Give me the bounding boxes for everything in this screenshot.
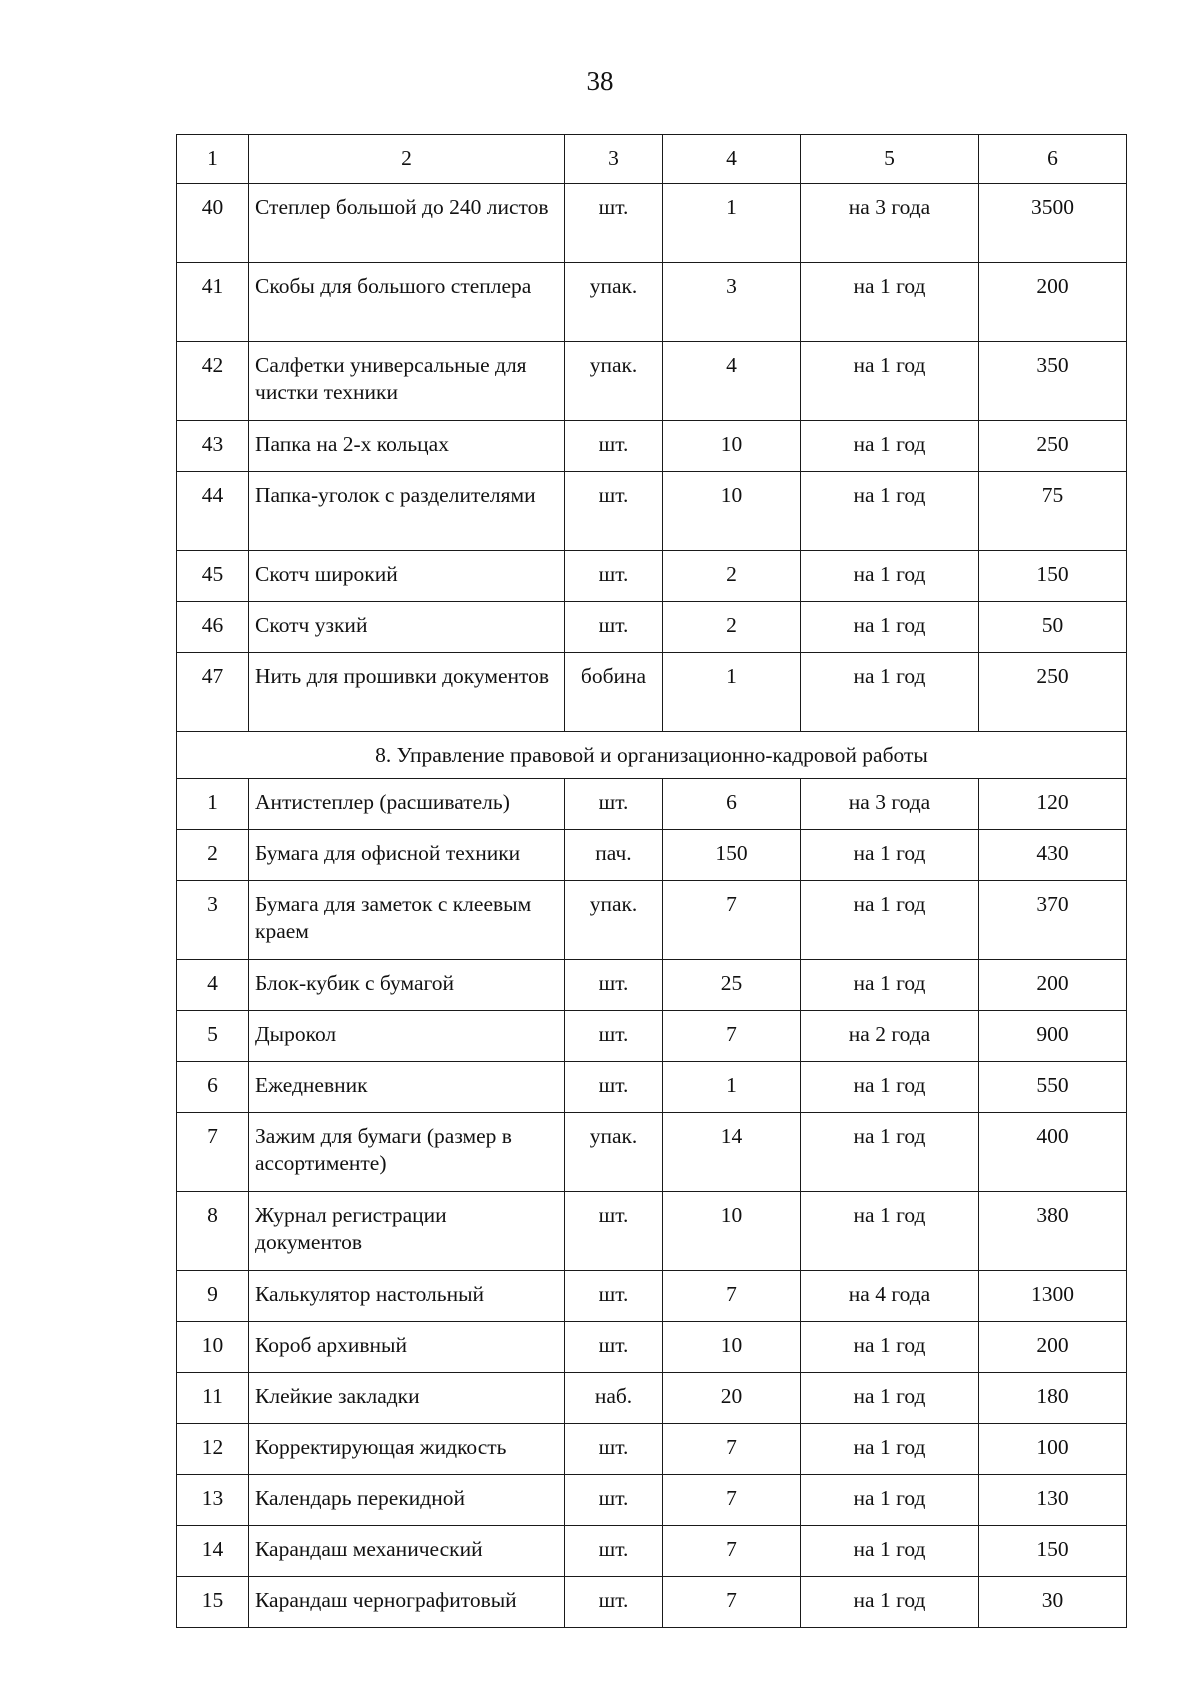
unit-cell: шт. [565, 421, 663, 472]
table-row [177, 1373, 1127, 1424]
quantity-cell: 7 [663, 881, 801, 960]
price-cell: 400 [979, 1113, 1127, 1192]
unit-cell: шт. [565, 472, 663, 551]
unit-cell: шт. [565, 1577, 663, 1628]
unit-cell: шт. [565, 960, 663, 1011]
table-row [177, 1011, 1127, 1062]
item-name-cell: Папка-уголок с разделителями [249, 472, 565, 551]
item-name-cell: Журнал регистрации документов [249, 1192, 565, 1271]
table-row [177, 1322, 1127, 1373]
row-number-cell: 42 [177, 342, 249, 421]
price-cell: 200 [979, 960, 1127, 1011]
table-row [177, 472, 1127, 551]
period-cell: на 3 года [801, 779, 979, 830]
period-cell: на 1 год [801, 602, 979, 653]
item-name-cell: Зажим для бумаги (размер в ассортименте) [249, 1113, 565, 1192]
unit-cell: шт. [565, 551, 663, 602]
period-cell: на 1 год [801, 342, 979, 421]
table-row [177, 960, 1127, 1011]
quantity-cell: 7 [663, 1577, 801, 1628]
price-cell: 120 [979, 779, 1127, 830]
table-row [177, 263, 1127, 342]
quantity-cell: 2 [663, 551, 801, 602]
period-cell: на 1 год [801, 881, 979, 960]
price-cell: 50 [979, 602, 1127, 653]
table-row [177, 779, 1127, 830]
table-row [177, 1475, 1127, 1526]
item-name-cell: Карандаш механический [249, 1526, 565, 1577]
supplies-table-body [177, 135, 1127, 1628]
price-cell: 1300 [979, 1271, 1127, 1322]
item-name-cell: Календарь перекидной [249, 1475, 565, 1526]
quantity-cell: 20 [663, 1373, 801, 1424]
price-cell: 350 [979, 342, 1127, 421]
row-number-cell: 13 [177, 1475, 249, 1526]
unit-cell: пач. [565, 830, 663, 881]
item-name-cell: Ежедневник [249, 1062, 565, 1113]
quantity-cell: 3 [663, 263, 801, 342]
quantity-cell: 4 [663, 342, 801, 421]
unit-cell: шт. [565, 1192, 663, 1271]
section-title: 8. Управление правовой и организационно-кадровой работы [177, 732, 1127, 779]
item-name-cell: Салфетки универсальные для чистки техники [249, 342, 565, 421]
table-row [177, 881, 1127, 960]
row-number-cell: 47 [177, 653, 249, 732]
item-name-cell: Папка на 2-х кольцах [249, 421, 565, 472]
period-cell: на 1 год [801, 1322, 979, 1373]
period-cell: на 1 год [801, 421, 979, 472]
quantity-cell: 7 [663, 1475, 801, 1526]
table-row [177, 653, 1127, 732]
period-cell: на 4 года [801, 1271, 979, 1322]
table-row [177, 1192, 1127, 1271]
supplies-table [176, 134, 1127, 1628]
header-cell: 3 [565, 135, 663, 184]
unit-cell: шт. [565, 1062, 663, 1113]
table-row [177, 1424, 1127, 1475]
header-cell: 1 [177, 135, 249, 184]
row-number-cell: 4 [177, 960, 249, 1011]
price-cell: 430 [979, 830, 1127, 881]
quantity-cell: 1 [663, 653, 801, 732]
quantity-cell: 1 [663, 1062, 801, 1113]
quantity-cell: 14 [663, 1113, 801, 1192]
item-name-cell: Карандаш чернографитовый [249, 1577, 565, 1628]
unit-cell: шт. [565, 1011, 663, 1062]
item-name-cell: Короб архивный [249, 1322, 565, 1373]
header-cell: 5 [801, 135, 979, 184]
price-cell: 150 [979, 551, 1127, 602]
period-cell: на 1 год [801, 1062, 979, 1113]
item-name-cell: Степлер большой до 240 листов [249, 184, 565, 263]
row-number-cell: 6 [177, 1062, 249, 1113]
item-name-cell: Корректирующая жидкость [249, 1424, 565, 1475]
period-cell: на 1 год [801, 1526, 979, 1577]
row-number-cell: 3 [177, 881, 249, 960]
unit-cell: упак. [565, 263, 663, 342]
row-number-cell: 2 [177, 830, 249, 881]
price-cell: 250 [979, 653, 1127, 732]
quantity-cell: 2 [663, 602, 801, 653]
row-number-cell: 45 [177, 551, 249, 602]
period-cell: на 1 год [801, 960, 979, 1011]
price-cell: 380 [979, 1192, 1127, 1271]
item-name-cell: Бумага для офисной техники [249, 830, 565, 881]
section-row [177, 732, 1127, 779]
table-row [177, 421, 1127, 472]
row-number-cell: 12 [177, 1424, 249, 1475]
table-row [177, 830, 1127, 881]
price-cell: 370 [979, 881, 1127, 960]
quantity-cell: 7 [663, 1271, 801, 1322]
unit-cell: шт. [565, 602, 663, 653]
row-number-cell: 14 [177, 1526, 249, 1577]
unit-cell: шт. [565, 1271, 663, 1322]
page-number: 38 [586, 66, 614, 96]
price-cell: 180 [979, 1373, 1127, 1424]
unit-cell: упак. [565, 1113, 663, 1192]
item-name-cell: Нить для прошивки документов [249, 653, 565, 732]
row-number-cell: 40 [177, 184, 249, 263]
quantity-cell: 1 [663, 184, 801, 263]
price-cell: 100 [979, 1424, 1127, 1475]
quantity-cell: 10 [663, 1192, 801, 1271]
row-number-cell: 1 [177, 779, 249, 830]
table-row [177, 184, 1127, 263]
period-cell: на 1 год [801, 1424, 979, 1475]
item-name-cell: Клейкие закладки [249, 1373, 565, 1424]
table-row [177, 342, 1127, 421]
item-name-cell: Калькулятор настольный [249, 1271, 565, 1322]
row-number-cell: 43 [177, 421, 249, 472]
price-cell: 75 [979, 472, 1127, 551]
row-number-cell: 41 [177, 263, 249, 342]
table-row [177, 1062, 1127, 1113]
period-cell: на 1 год [801, 1113, 979, 1192]
period-cell: на 1 год [801, 1577, 979, 1628]
quantity-cell: 7 [663, 1011, 801, 1062]
period-cell: на 2 года [801, 1011, 979, 1062]
item-name-cell: Антистеплер (расшиватель) [249, 779, 565, 830]
header-cell: 6 [979, 135, 1127, 184]
period-cell: на 1 год [801, 472, 979, 551]
item-name-cell: Дырокол [249, 1011, 565, 1062]
quantity-cell: 7 [663, 1424, 801, 1475]
header-row [177, 135, 1127, 184]
quantity-cell: 25 [663, 960, 801, 1011]
row-number-cell: 8 [177, 1192, 249, 1271]
period-cell: на 1 год [801, 1373, 979, 1424]
price-cell: 3500 [979, 184, 1127, 263]
period-cell: на 1 год [801, 1192, 979, 1271]
period-cell: на 1 год [801, 653, 979, 732]
unit-cell: шт. [565, 1475, 663, 1526]
unit-cell: упак. [565, 881, 663, 960]
row-number-cell: 9 [177, 1271, 249, 1322]
period-cell: на 3 года [801, 184, 979, 263]
table-row [177, 1113, 1127, 1192]
item-name-cell: Блок-кубик с бумагой [249, 960, 565, 1011]
period-cell: на 1 год [801, 1475, 979, 1526]
unit-cell: шт. [565, 779, 663, 830]
price-cell: 200 [979, 1322, 1127, 1373]
quantity-cell: 7 [663, 1526, 801, 1577]
header-cell: 4 [663, 135, 801, 184]
period-cell: на 1 год [801, 830, 979, 881]
price-cell: 30 [979, 1577, 1127, 1628]
row-number-cell: 15 [177, 1577, 249, 1628]
unit-cell: шт. [565, 1526, 663, 1577]
table-row [177, 1577, 1127, 1628]
item-name-cell: Скобы для большого степлера [249, 263, 565, 342]
quantity-cell: 10 [663, 421, 801, 472]
item-name-cell: Бумага для заметок с клеевым краем [249, 881, 565, 960]
row-number-cell: 11 [177, 1373, 249, 1424]
row-number-cell: 46 [177, 602, 249, 653]
price-cell: 200 [979, 263, 1127, 342]
unit-cell: наб. [565, 1373, 663, 1424]
unit-cell: упак. [565, 342, 663, 421]
unit-cell: шт. [565, 1322, 663, 1373]
price-cell: 900 [979, 1011, 1127, 1062]
quantity-cell: 10 [663, 472, 801, 551]
item-name-cell: Скотч широкий [249, 551, 565, 602]
quantity-cell: 150 [663, 830, 801, 881]
row-number-cell: 10 [177, 1322, 249, 1373]
price-cell: 550 [979, 1062, 1127, 1113]
item-name-cell: Скотч узкий [249, 602, 565, 653]
header-cell: 2 [249, 135, 565, 184]
row-number-cell: 5 [177, 1011, 249, 1062]
table-row [177, 1271, 1127, 1322]
period-cell: на 1 год [801, 263, 979, 342]
table-row [177, 551, 1127, 602]
quantity-cell: 10 [663, 1322, 801, 1373]
price-cell: 250 [979, 421, 1127, 472]
price-cell: 130 [979, 1475, 1127, 1526]
row-number-cell: 7 [177, 1113, 249, 1192]
unit-cell: шт. [565, 1424, 663, 1475]
price-cell: 150 [979, 1526, 1127, 1577]
table-row [177, 602, 1127, 653]
unit-cell: шт. [565, 184, 663, 263]
table-row [177, 1526, 1127, 1577]
quantity-cell: 6 [663, 779, 801, 830]
row-number-cell: 44 [177, 472, 249, 551]
period-cell: на 1 год [801, 551, 979, 602]
unit-cell: бобина [565, 653, 663, 732]
